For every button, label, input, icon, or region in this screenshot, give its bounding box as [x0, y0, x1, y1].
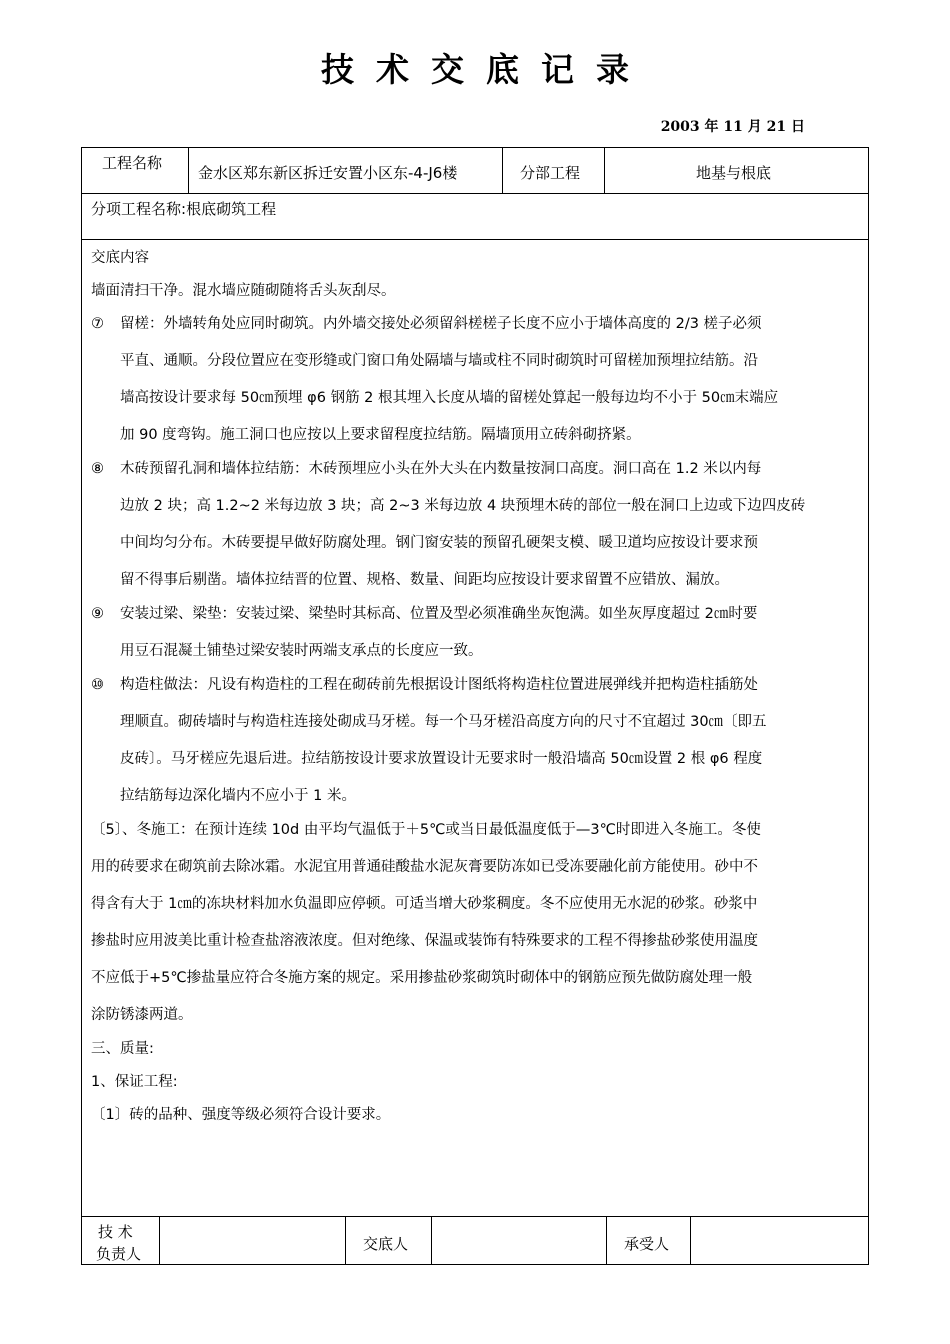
- content-line: 理顺直。砌砖墙时与构造柱连接处砌成马牙槎。每一个马牙槎沿高度方向的尺寸不宜超过 30㎝〔即五: [120, 714, 767, 730]
- handover-signature-field[interactable]: [438, 1219, 598, 1263]
- item-marker: ⑦: [91, 316, 104, 332]
- content-line: 墙高按设计要求每 50㎝预埋 φ6 钢筋 2 根其埋入长度从墙的留槎处算起一般每边均不小于 50㎝末端应: [120, 390, 779, 406]
- content-line: 用豆石混凝土铺垫过梁安装时两端支承点的长度应一致。: [120, 643, 483, 659]
- handover-label: 交底人: [363, 1235, 409, 1253]
- division-label: 分部工程: [520, 164, 581, 182]
- header-row: [82, 148, 868, 194]
- content-line: 拉结筋每边深化墙内不应小于 1 米。: [120, 788, 356, 804]
- subitem-row: [82, 194, 868, 240]
- tech-label-line1: 技 术: [98, 1223, 133, 1241]
- tech-label-line2: 负责人: [96, 1245, 142, 1263]
- item-marker: ⑧: [91, 461, 104, 477]
- content-line: 中间均匀分布。木砖要提早做好防腐处理。钢门窗安装的预留孔硬架支模、暖卫道均应按设计要求预: [120, 535, 758, 551]
- content-line: 木砖预留孔洞和墙体拉结筋：木砖预埋应小头在外大头在内数量按洞口高度。洞口高在 1.2 米以内每: [120, 461, 762, 477]
- content-line: 平直、通顺。分段位置应在变形缝或门窗口角处隔墙与墙或柱不同时砌筑时可留槎加预埋拉结筋。沿: [120, 353, 758, 369]
- project-name-value: 金水区郑东新区拆迁安置小区东-4-J6楼: [198, 164, 458, 182]
- item-marker: ⑩: [91, 677, 104, 693]
- record-date: 2003 年 11 月 21 日: [660, 119, 805, 135]
- content-line: 〔1〕砖的品种、强度等级必须符合设计要求。: [91, 1107, 391, 1123]
- content-heading: 交底内容: [91, 250, 149, 266]
- project-name-label: 工程名称: [102, 154, 163, 172]
- signature-row: [82, 1216, 868, 1264]
- content-line: 用的砖要求在砌筑前去除冰霜。水泥宜用普通硅酸盐水泥灰膏要防冻如已受冻要融化前方能使用。砂中不: [91, 859, 758, 875]
- page-title: 技术交底记录: [321, 50, 651, 89]
- record-table: [81, 147, 869, 1265]
- receiver-label: 承受人: [624, 1235, 670, 1253]
- content-line: 得含有大于 1㎝的冻块材料加水负温即应停顿。可适当增大砂浆稠度。冬不应使用无水泥的砂浆。砂浆中: [91, 896, 758, 912]
- content-line: 墙面清扫干净。混水墙应随砌随将舌头灰刮尽。: [91, 283, 396, 299]
- content-line: 安装过梁、梁垫：安装过梁、梁垫时其标高、位置及型必须准确坐灰饱满。如坐灰厚度超过 2㎝时要: [120, 606, 758, 622]
- content-line: 涂防锈漆两道。: [91, 1007, 193, 1023]
- content-line: 边放 2 块；高 1.2~2 米每边放 3 块；高 2~3 米每边放 4 块预埋木砖的部位一般在洞口上边或下边四皮砖: [120, 498, 806, 514]
- receiver-signature-field[interactable]: [698, 1219, 862, 1263]
- tech-lead-signature-field[interactable]: [166, 1219, 338, 1263]
- section-subheading: 1、保证工程:: [91, 1074, 178, 1090]
- content-line: 加 90 度弯钩。施工洞口也应按以上要求留程度拉结筋。隔墙顶用立砖斜砌挤紧。: [120, 427, 641, 443]
- subitem-value: 根底砌筑工程: [186, 200, 277, 218]
- content-line: 皮砖〕。马牙槎应先退后进。拉结筋按设计要求放置设计无要求时一般沿墙高 50㎝设置 2 根 φ6 程度: [120, 751, 763, 767]
- subitem-label: 分项工程名称:: [91, 200, 187, 218]
- content-line: 构造柱做法：凡设有构造柱的工程在砌砖前先根据设计图纸将构造柱位置进展弹线并把构造柱插筋处: [120, 677, 758, 693]
- content-line: 掺盐时应用波美比重计检查盐溶液浓度。但对绝缘、保温或装饰有特殊要求的工程不得掺盐砂浆使用温度: [91, 933, 758, 949]
- content-line: 不应低于+5℃掺盐量应符合冬施方案的规定。采用掺盐砂浆砌筑时砌体中的钢筋应预先做防腐处理一般: [91, 970, 753, 986]
- content-line: 〔5〕、冬施工：在预计连续 10d 由平均气温低于＋5℃或当日最低温度低于—3℃时即进入冬施工。冬使: [91, 822, 761, 838]
- section-heading: 三、质量:: [91, 1041, 154, 1057]
- content-line: 留不得事后剔凿。墙体拉结晋的位置、规格、数量、间距均应按设计要求留置不应错放、漏放。: [120, 572, 729, 588]
- division-value: 地基与根底: [696, 164, 772, 182]
- item-marker: ⑨: [91, 606, 104, 622]
- content-line: 留槎：外墙转角处应同时砌筑。内外墙交接处必须留斜槎槎子长度不应小于墙体高度的 2/3 槎子必须: [120, 316, 762, 332]
